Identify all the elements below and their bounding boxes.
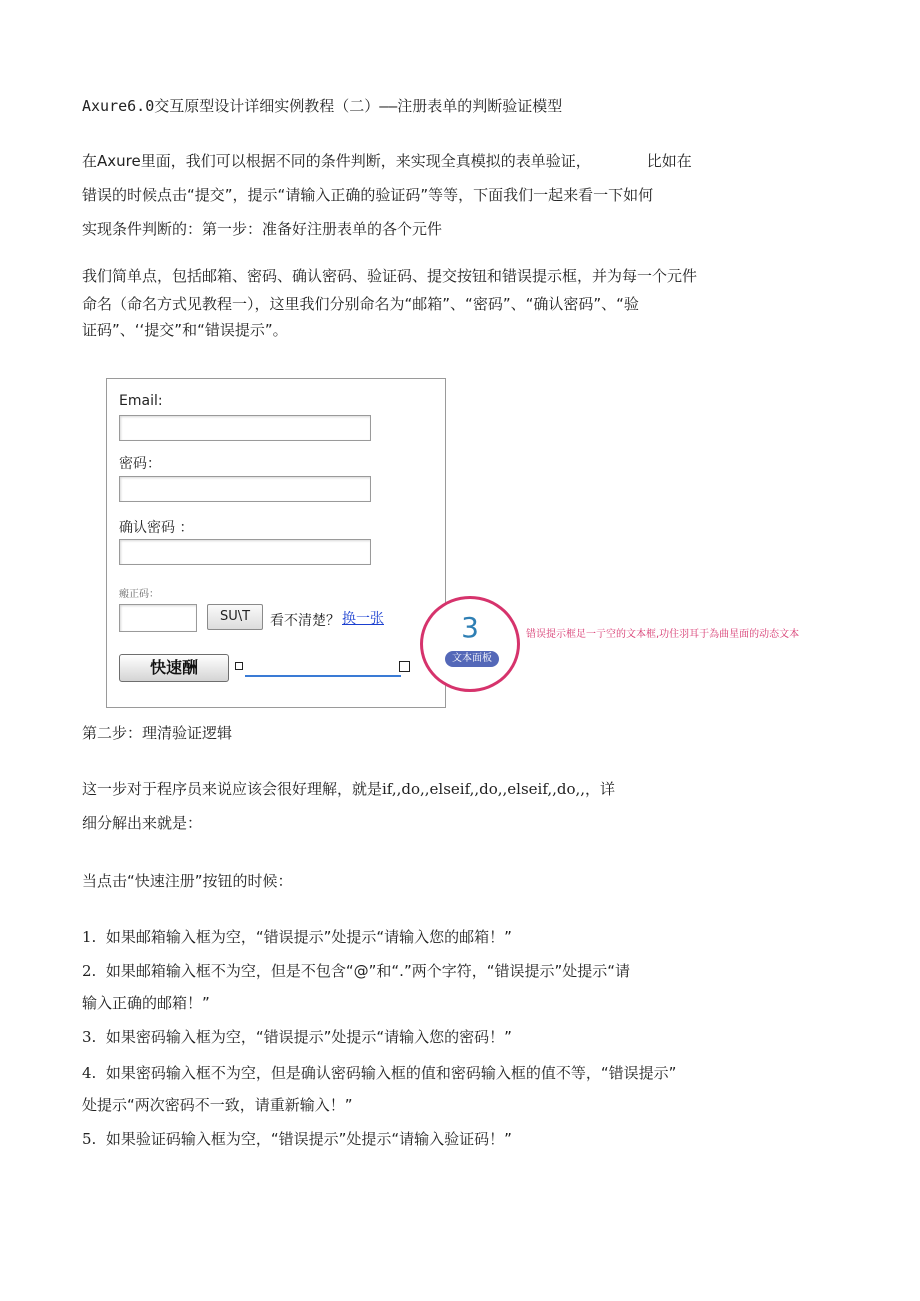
list-number: 1. — [82, 928, 97, 946]
registration-form-figure — [106, 378, 446, 708]
list-item — [82, 1027, 512, 1047]
captcha-hint: 看不清楚？ — [270, 613, 340, 629]
callout-annotation: 错误提示框足一亍空的文本框,功住羽耳于為曲星面的动态文本 — [526, 629, 800, 640]
confirm-password-input[interactable] — [119, 539, 371, 565]
error-box-handle-right[interactable] — [399, 661, 410, 672]
list-item — [82, 927, 512, 947]
trigger-line: 当点击“快速注册”按钮的时候： — [82, 872, 293, 890]
document-title: Axure6.0交互原型设计详细实例教程（二）——注册表单的判断验证模型 — [82, 97, 563, 115]
intro-line-2: 错误的时候点击“提交”，提示“请输入正确的验证码”等等，下面我们一起来看一下如何 — [82, 186, 654, 204]
list-number: 3. — [82, 1028, 97, 1046]
list-number: 4. — [82, 1064, 97, 1082]
intro-line-1 — [82, 151, 692, 171]
para2-line-2: 命名（命名方式见教程一），这里我们分别命名为“邮箱”、“密码”、“确认密码”、“验 — [82, 295, 639, 313]
captcha-refresh-link[interactable]: 换一张 — [342, 611, 384, 627]
intro-line-3: 实现条件判断的：第一步：准备好注册表单的各个元件 — [82, 220, 443, 238]
list-text: 如果邮箱输入框不为空，但是不包含“@”和“.”两个字符，“错误提示”处提示“请 — [105, 962, 631, 980]
email-label: Email: — [119, 393, 163, 409]
error-box-handle-left[interactable] — [235, 662, 243, 670]
list-item-continuation: 输入正确的邮箱！” — [82, 994, 210, 1012]
list-item — [82, 1129, 512, 1149]
para3-line-2: 细分解出来就是： — [82, 814, 203, 832]
list-text: 如果验证码输入框为空，“错误提示”处提示“请输入验证码！” — [105, 1130, 512, 1148]
list-item — [82, 961, 630, 981]
para3-line-1-text: 这一步对于程序员来说应该会很好理解，就是if,,do,,elseif,,do,,elseif,,do,,，详 — [82, 780, 616, 798]
list-item-continuation: 处提示“两次密码不一致，请重新输入！” — [82, 1096, 353, 1114]
text-panel-badge: 文本面板 — [445, 651, 499, 667]
confirm-password-label: 确认密码 ： — [119, 520, 194, 536]
list-number: 2. — [82, 962, 97, 980]
captcha-label: 瘢正码： — [119, 589, 159, 600]
list-text: 如果邮箱输入框为空，“错误提示”处提示“请输入您的邮箱！” — [105, 928, 512, 946]
para2-line-1: 我们简单点，包括邮箱、密码、确认密码、验证码、提交按钮和错误提示框，并为每一个元件 — [82, 267, 698, 285]
callout-circle — [420, 596, 520, 692]
intro-line-1a: 在Axure里面，我们可以根据不同的条件判断，来实现全真模拟的表单验证， — [82, 152, 591, 170]
list-text: 如果密码输入框不为空，但是确认密码输入框的值和密码输入框的值不等，“错误提示” — [105, 1064, 677, 1082]
password-input[interactable] — [119, 476, 371, 502]
intro-line-1b: 比如在 — [646, 152, 692, 170]
quick-register-button[interactable]: 快速酬 — [119, 654, 229, 682]
list-text: 如果密码输入框为空，“错误提示”处提示“请输入您的密码！” — [105, 1028, 512, 1046]
error-message-box — [245, 675, 401, 677]
para2-line-3: 证码”、‘‘提交”和“错误提示”。 — [82, 321, 288, 339]
email-input[interactable] — [119, 415, 371, 441]
list-item — [82, 1063, 676, 1083]
captcha-image-button[interactable]: SU\T — [207, 604, 263, 630]
list-number: 5. — [82, 1130, 97, 1148]
captcha-input[interactable] — [119, 604, 197, 632]
password-label: 密码： — [119, 456, 161, 472]
para3-line-1 — [82, 779, 615, 799]
step2-heading: 第二步：理清验证逻辑 — [82, 724, 233, 742]
callout-number: 3 — [461, 611, 479, 644]
